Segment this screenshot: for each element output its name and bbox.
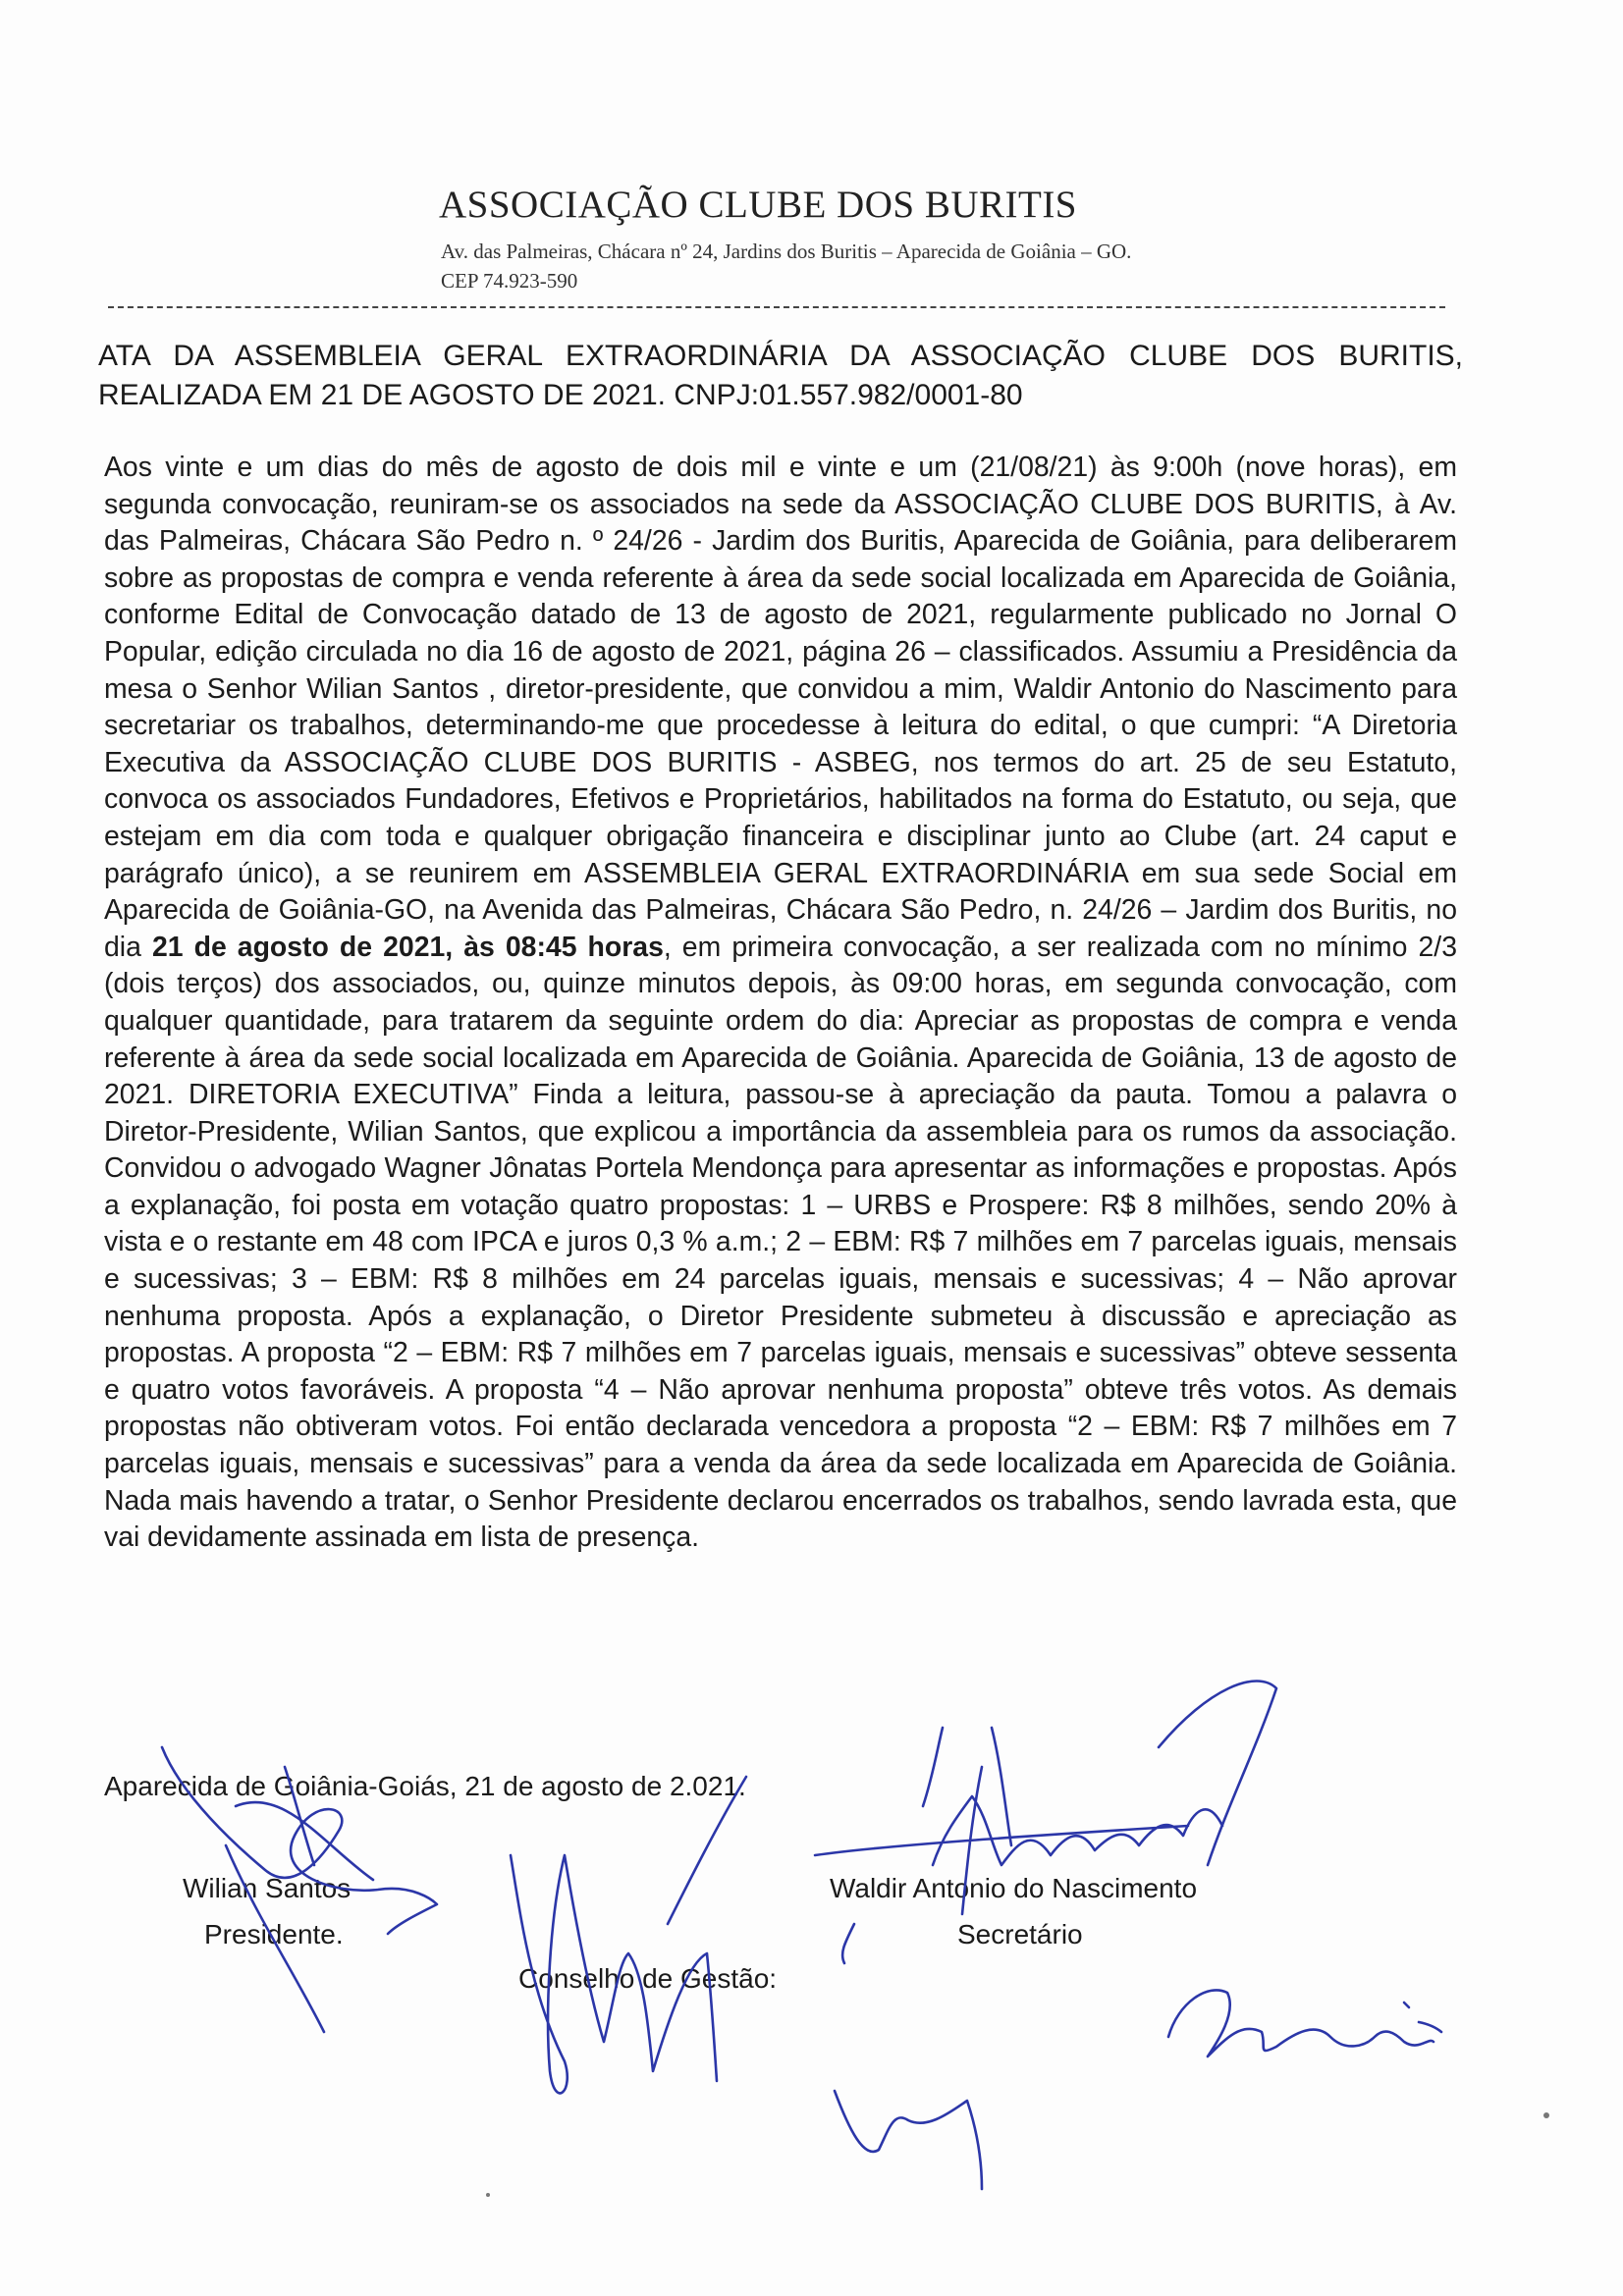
- body-text-part2: , em primeira convocação, a ser realizada com no mínimo 2/3 (dois terços) dos associados, ou, quinze minutos depois, às 09:00 horas, em segunda convocação, com qualquer quantidade, para tratarem da seguinte ordem do dia: Apreciar as propostas de compra e venda referente à área da sede social localizada em Aparecida de Goiânia. Aparecida de Goiânia, 13 de agosto de 2021. DIRETORIA EXECUTIVA” Finda a leitura, passou-se à apreciação da pauta. Tomou a palavra o Diretor-Presidente, Wilian Santos, que explicou a importância da assembleia para os rumos da associação. Convidou o advogado Wagner Jônatas Portela Mendonça para apresentar as informações e propostas. Após a explanação, foi posta em votação quatro propostas: 1 – URBS e Prospere: R$ 8 milhões, sendo 20% à vista e o restante em 48 com IPCA e juros 0,3 % a.m.; 2 – EBM: R$ 7 milhões em 7 parcelas iguais, mensais e sucessivas; 3 – EBM: R$ 8 milhões em 24 parcelas iguais, mensais e sucessivas; 4 – Não aprovar nenhuma proposta. Após a explanação, o Diretor Presidente submeteu à discussão e apreciação as propostas. A proposta “2 – EBM: R$ 7 milhões em 7 parcelas iguais, mensais e sucessivas” obteve sessenta e quatro votos favoráveis. A proposta “4 – Não aprovar nenhuma proposta” obteve três votos. As demais propostas não obtiveram votos. Foi então declarada vencedora a proposta “2 – EBM: R$ 7 milhões em 7 parcelas iguais, mensais e sucessivas” para a venda da área da sede localizada em Aparecida de Goiânia. Nada mais havendo a tratar, o Senhor Presidente declarou encerrados os trabalhos, sendo lavrada esta, que vai devidamente assinada em lista de presença.: [104, 931, 1457, 1554]
- org-name: ASSOCIAÇÃO CLUBE DOS BURITIS: [439, 184, 1077, 226]
- bottom-right-signature: [1168, 1990, 1434, 2056]
- scan-speck: [1543, 2112, 1549, 2118]
- document-title: ATA DA ASSEMBLEIA GERAL EXTRAORDINÁRIA DA ASSOCIAÇÃO CLUBE DOS BURITIS, REALIZADA EM 21 DE AGOSTO DE 2021. CNPJ:01.557.982/0001-80: [98, 340, 1463, 411]
- president-role: Presidente.: [204, 1919, 344, 1949]
- body-text-part1: Aos vinte e um dias do mês de agosto de dois mil e vinte e um (21/08/21) às 9:00h (nove horas), em segunda convocação, reuniram-se os associados na sede da ASSOCIAÇÃO CLUBE DOS BURITIS, à Av. das Palmeiras, Chácara São Pedro n. º 24/26 - Jardim dos Buritis, Aparecida de Goiânia, para deliberarem sobre as propostas de compra e venda referente à área da sede social localizada em Aparecida de Goiânia, conforme Edital de Convocação datado de 13 de agosto de 2021, regularmente publicado no Jornal O Popular, edição circulada no dia 16 de agosto de 2021, página 26 – classificados. Assumiu a Presidência da mesa o Senhor Wilian Santos , diretor-presidente, que convidou a mim, Waldir Antonio do Nascimento para secretariar os trabalhos, determinando-me que procedesse à leitura do edital, o que cumpri: “A Diretoria Executiva da ASSOCIAÇÃO CLUBE DOS BURITIS - ASBEG, nos termos do art. 25 de seu Estatuto, convoca os associados Fundadores, Efetivos e Proprietários, habilitados na forma do Estatuto, ou seja, que estejam em dia com toda e qualquer obrigação financeira e disciplinar junto ao Clube (art. 24 caput e parágrafo único), a se reunirem em ASSEMBLEIA GERAL EXTRAORDINÁRIA em sua sede Social em Aparecida de Goiânia-GO, na Avenida das Palmeiras, Chácara São Pedro, n. 24/26 – Jardim dos Buritis, no dia: [104, 452, 1457, 963]
- org-address: Av. das Palmeiras, Chácara nº 24, Jardins dos Buritis – Aparecida de Goiânia – GO.: [441, 240, 1132, 263]
- body-text-bold: 21 de agosto de 2021, às 08:45 horas: [151, 931, 664, 963]
- president-name: Wilian Santos: [183, 1873, 352, 1903]
- dateline: Aparecida de Goiânia-Goiás, 21 de agosto de 2.021.: [104, 1771, 746, 1801]
- org-cep: CEP 74.923-590: [441, 269, 578, 293]
- council-signature-1: [511, 1777, 746, 2093]
- scan-speck: [486, 2193, 490, 2197]
- secretary-name: Waldir Antonio do Nascimento: [830, 1873, 1198, 1903]
- minutes-body: [104, 450, 1457, 1557]
- dashed-separator: [108, 306, 1445, 308]
- council-signature-2: [835, 2091, 982, 2189]
- council-label: Conselho de Gestão:: [518, 1963, 778, 1994]
- secretary-role: Secretário: [957, 1919, 1083, 1949]
